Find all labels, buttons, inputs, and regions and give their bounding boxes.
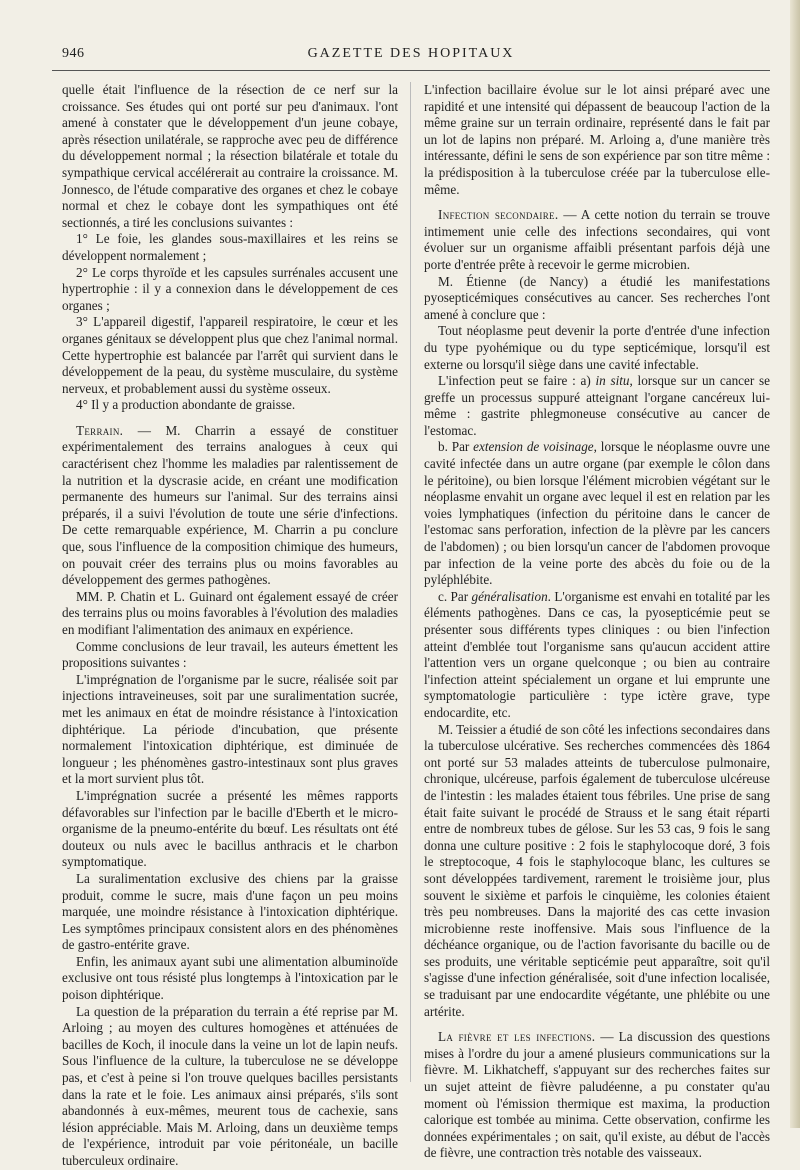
text-run: , lorsque le néoplasme ouvre une cavité infectée dans un autre organe (par exemple le côlon dans le péritoine), ou bien lorsque l'élément microbien végétant sur le néoplasme envahit un organe avec lequel il est en relation par les voies lymphatiques (infection du péritoine dans le cancer de l'estomac sans perforation, infection de la plèvre par les cancers de l'abdomen) ; ou bien lorsqu'un cancer de l'abdomen provoque par infection de la veine porte des abcès du foie ou de la pyléphlébite. — [424, 439, 770, 588]
page-edge — [790, 0, 800, 1128]
paragraph: Comme conclusions de leur travail, les auteurs émettent les propositions suivantes : — [62, 638, 398, 671]
paragraph: 2° Le corps thyroïde et les capsules surrénales accusent une hypertrophie : il y a connexion dans le développement de ces organes ; — [62, 264, 398, 313]
left-column — [62, 82, 398, 1170]
italic-term: in situ — [595, 373, 630, 389]
text-run: b. Par — [438, 439, 474, 455]
section-text: — A cette notion du terrain se trouve intimement unie celle des infections secondaires, qui vont évoluer sur un organisme affaibli présentant parfois déjà une porte d'entrée prête à recevoir le germe microbien. — [424, 207, 770, 272]
text-run: , lorsque sur un cancer se greffe un processus suppuré atteignant l'organe cancéreux lui-même : gastrite phlegmoneuse consécutive au cancer de l'estomac. — [424, 373, 770, 438]
section-infection-secondaire — [424, 207, 770, 273]
paragraph: L'imprégnation de l'organisme par le sucre, réalisée soit par injections intraveineuses, soit par une suralimentation sucrée, met les animaux en état de moindre résistance à l'intoxication diphtérique. La période d'incubation, que présente normalement l'intoxication diphtérique, est diminuée de longueur ; les phénomènes gastro-intestinaux sont plus graves et la mort survient plus tôt. — [62, 671, 398, 787]
paragraph: 4° Il y a production abondante de graisse. — [76, 397, 296, 413]
paragraph: L'infection bacillaire évolue sur le lot ainsi préparé avec une rapidité et une intensité qui dépassent de beaucoup l'action de la même graine sur un terrain ordinaire, représenté dans le fait par un lot de lapins non préparé. M. Arloing a, d'une manière très intéressante, défini le sens de son expérience par son titre même : la prédisposition à la tuberculose créée par la tuberculose elle-même. — [424, 82, 770, 197]
paragraph: quelle était l'influence de la résection de ce nerf sur la croissance. Ses études qui ont porté sur peu d'animaux. l'ont amené à constater que le développement d'un jeune cobaye, après résection unilatérale, se rapproche avec peu de différence du développement normal ; la résection bilatérale et totale du sympathique cervical accélérerait au contraire la croissance. M. Jonnesco, de l'étude comparative des organes et chez le cobaye normal et chez le cobaye dont les sympathiques ont été sectionnés, a tiré les conclusions suivantes : — [62, 82, 398, 230]
italic-term: extension de voisinage — [473, 439, 594, 455]
paragraph: 1° Le foie, les glandes sous-maxillaires et les reins se développent normalement ; — [62, 231, 398, 263]
paragraph: M. Étienne (de Nancy) a étudié les manifestations pyosepticémiques consécutives au cancer. Ses recherches l'ont amené à conclure que : — [424, 273, 770, 322]
paragraph: 3° L'appareil digestif, l'appareil respiratoire, le cœur et les organes génitaux se développent plus que chez l'animal normal. Cette hypertrophie est balancée par l'arrêt qui survient dans le développement de la peau, du système musculaire, du système nerveux, et probablement aussi du système osseux. — [62, 314, 398, 396]
column-divider — [410, 82, 411, 1082]
paragraph: MM. P. Chatin et L. Guinard ont également essayé de créer des terrains plus ou moins favorables à l'évolution des maladies en modifiant l'alimentation des animaux en expérience. — [62, 588, 398, 637]
paragraph: La question de la préparation du terrain a été reprise par M. Arloing ; au moyen des cultures homogènes et atténuées de bacilles de Koch, il inocule dans la veine un lot de lapin neufs. Sous l'influence de la culture, la tuberculose ne se développe pas, et c'est à peine si l'on trouve quelques bacilles persistants dans la rate et le foie. Les animaux ainsi préparés, s'ils sont abandonnés à eux-mêmes, meurent tous de cachexie, sans lésion appréciable. Mais M. Arloing, dans un deuxième temps de l'expérience, introduit par voie péritonéale, un bacille tuberculeux ordinaire. — [62, 1003, 398, 1168]
right-column — [424, 82, 770, 1162]
text-run: c. Par — [438, 588, 472, 604]
paragraph — [424, 589, 770, 722]
section-heading: Infection secondaire. — [438, 207, 559, 223]
paragraph — [424, 373, 770, 439]
section-heading: Terrain. — [76, 422, 124, 438]
section-fievre — [424, 1029, 770, 1162]
text-run: . L'organisme est envahi en totalité par les éléments pathogènes. Dans ce cas, la pyosepticémie peut se présenter sous différents types cliniques : ou bien l'infection atteint d'emblée tout l'organisme sans qu'aucun accident attire l'attention vers un organe quelconque ; ou bien au contraire l'infection atteint spécialement un organe et lui emprunte une symptomatologie particulière : type ictère grave, type endocardite, etc. — [424, 588, 771, 720]
paragraph: M. Teissier a étudié de son côté les infections secondaires dans la tuberculose ulcérative. Ses recherches commencées dès 1864 ont porté sur 53 malades atteints de tuberculose pulmonaire, chronique, ulcéreuse, parfois également de tuberculose ulcéreuse de l'intestin : les malades étaient tous fébriles. Une prise de sang était faite suivant le procédé de Strauss et le sang était réparti entre de nombreux tubes de gélose. Sur les 53 cas, 9 fois le sang donna une culture positive : 2 fois le staphylocoque doré, 3 fois le streptocoque, 4 fois le staphylocoque blanc, les cultures se sont développées tardivement, rarement le troisième jour, plus souvent le sixième et parfois le cinquième, les colonies étaient très peu nombreuses. Dans la majorité des cas cette invasion microbienne reste inoffensive. Mais sous l'influence de la déchéance organique, ou de l'action favorisante du bacille ou de ses produits, une véritable septicémie peut apparaître, soit qu'il s'agisse d'une infection généralisée, soit d'une infection localisée, se traduisant par une endocardite végétante, une phlébite ou une artérite. — [424, 721, 770, 1019]
paragraph: Tout néoplasme peut devenir la porte d'entrée d'une infection du type pyohémique ou du type septicémique, lorsqu'il est externe ou lorsqu'il siège dans une cavité infectable. — [424, 323, 770, 372]
page-header — [52, 46, 770, 72]
header-rule — [52, 70, 770, 71]
section-heading: La fièvre et les infections. — [438, 1029, 596, 1045]
italic-term: généralisation — [471, 588, 548, 604]
paragraph: Enfin, les animaux ayant subi une alimentation albuminoïde exclusive ont tous résisté plus longtemps à l'intoxication par le poison diphtérique. — [62, 953, 398, 1003]
section-text: — La discussion des questions mises à l'ordre du jour a amené plusieurs communications sur la fièvre. M. Likhatcheff, s'appuyant sur des recherches faites sur un sujet atteint de fièvre paludéenne, a pu constater qu'au moment où l'émission thermique est maxima, la production calorique est tombée au minima. Cette observation, confirme les données expérimentales ; on sait, qu'il existe, au début de l'accès de fièvre, une contraction très notable des vaisseaux. — [424, 1029, 771, 1161]
section-text: — M. Charrin a essayé de constituer expérimentalement des terrains analogues à ceux qui caractérisent chez l'homme les maladies par ralentissement de la nutrition et la dyscrasie acide, en créant une modification permanente des humeurs sur l'animal. Sur des terrains ainsi préparés, il a suivi l'évolution de toute une série d'infections. De cette remarquable expérience, M. Charrin a pu conclure que, sous l'influence de la composition chimique des humeurs, on pouvait créer des terrains plus ou moins favorables au développement des germes pathogènes. — [62, 422, 398, 588]
paragraph: L'imprégnation sucrée a présenté les mêmes rapports défavorables sur l'infection par le bacille d'Eberth et le micro-organisme de la pneumo-entérite du bœuf. Les résultats ont été douteux ou nuls avec le bacillus anthracis et le charbon symptomatique. — [62, 787, 398, 870]
running-title: GAZETTE DES HOPITAUX — [307, 46, 515, 61]
paragraph — [424, 439, 770, 588]
section-terrain — [62, 423, 398, 589]
page-number: 946 — [62, 46, 85, 61]
text-run: L'infection peut se faire : a) — [438, 373, 596, 389]
paragraph: La suralimentation exclusive des chiens par la graisse produit, comme le sucre, mais d'une façon un peu moins marquée, une moindre résistance à l'intoxication diphtérique. Les symptômes principaux consistent alors en des phénomènes de gastro-entérite grave. — [62, 870, 398, 953]
